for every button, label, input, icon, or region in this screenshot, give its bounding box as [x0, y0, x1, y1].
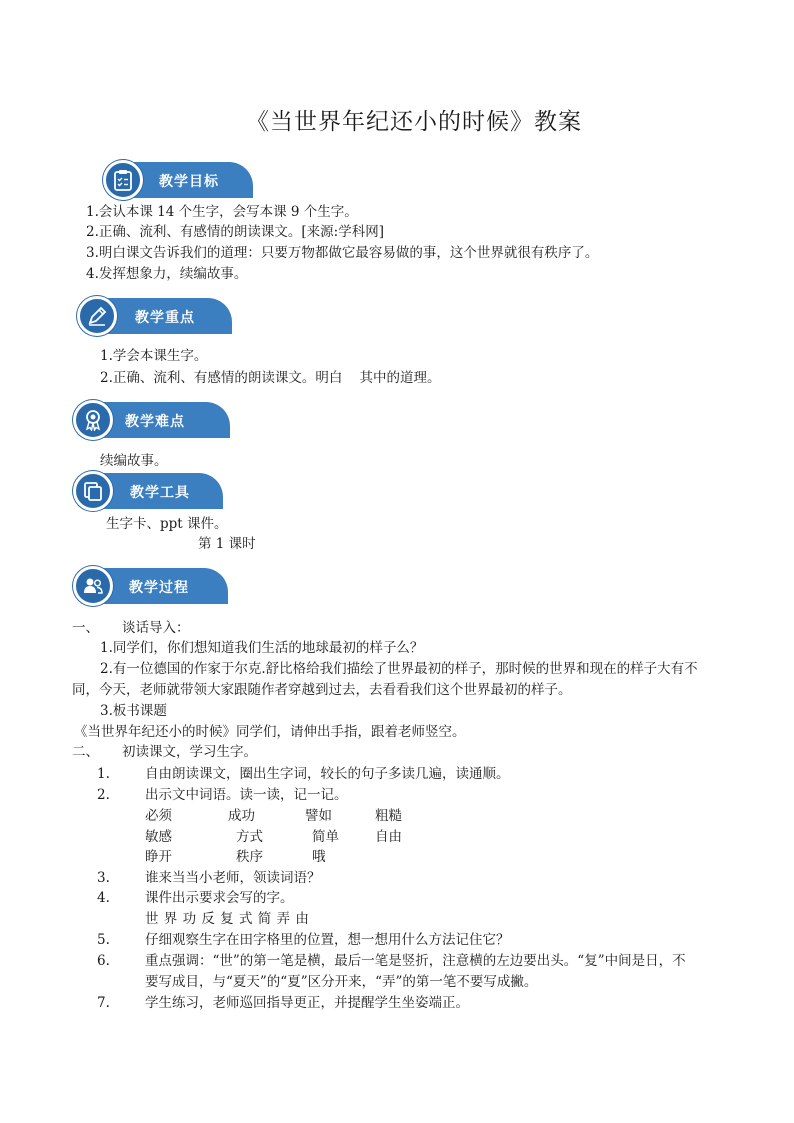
- vocab-word: 敏感: [145, 829, 172, 845]
- vocab-word: 睁开: [145, 849, 172, 865]
- step-text: 课件出示要求会写的字。: [145, 890, 294, 906]
- vocab-word: 简单: [312, 829, 339, 845]
- section-banner-tools: [73, 471, 223, 511]
- vocab-word: 譬如: [305, 808, 332, 824]
- process-item: 2.有一位德国的作家于尔克.舒比格给我们描绘了世界最初的样子，那时候的世界和现在的样子大有不: [100, 661, 698, 677]
- pencil-icon: [86, 305, 108, 327]
- step-text: 仔细观察生字在田字格里的位置，想一想用什么方法记住它？: [145, 932, 510, 948]
- vocab-word: 秩序: [236, 849, 263, 865]
- goal-item: 2.正确、流利、有感情的朗读课文。[来源:学科网]: [86, 224, 384, 240]
- goal-item: 4.发挥想象力，续编故事。: [86, 266, 248, 282]
- vocab-word: 哦: [312, 849, 326, 865]
- section-banner-key-points: [77, 296, 232, 336]
- vocab-word: 自由: [375, 829, 402, 845]
- step-number: 1.: [97, 766, 110, 782]
- section-label: 教学目标: [159, 174, 219, 190]
- part-heading: 初读课文，学习生字。: [122, 744, 257, 760]
- vocab-word: 粗糙: [375, 808, 402, 824]
- step-text: 谁来当当小老师，领读词语？: [145, 870, 321, 886]
- key-point-item: 2.正确、流利、有感情的朗读课文。明白 其中的道理。: [100, 370, 441, 386]
- step-text: 出示文中词语。读一读，记一记。: [145, 787, 348, 803]
- section-label: 教学工具: [130, 485, 190, 501]
- section-label: 教学重点: [135, 310, 195, 326]
- process-item: 《当世界年纪还小的时候》同学们，请伸出手指，跟着老师竖空。: [74, 724, 466, 740]
- step-text: 学生练习，老师巡回指导更正，并提醒学生坐姿端正。: [145, 995, 469, 1011]
- clipboard-checklist-icon: [112, 169, 134, 191]
- step-number: 7.: [97, 995, 110, 1011]
- vocab-word: 成功: [228, 808, 255, 824]
- key-point-item: 1.学会本课生字。: [100, 348, 208, 364]
- vocab-word: 方式: [236, 829, 263, 845]
- difficulty-item: 续编故事。: [100, 453, 168, 469]
- step-number: 3.: [97, 870, 110, 886]
- copy-documents-icon: [82, 480, 104, 502]
- step-number: 4.: [97, 890, 110, 906]
- part-number: 二、: [72, 744, 99, 760]
- process-item: 3.板书课题: [100, 703, 167, 719]
- tool-item: 生字卡、ppt 课件。: [106, 516, 228, 532]
- section-label: 教学过程: [129, 580, 189, 596]
- vocab-word: 必须: [145, 808, 172, 824]
- process-item: 同，今天，老师就带领大家跟随作者穿越到过去，去看看我们这个世界最初的样子。: [72, 682, 572, 698]
- step-number: 5.: [97, 932, 110, 948]
- process-item: 1.同学们，你们想知道我们生活的地球最初的样子么？: [100, 640, 424, 656]
- step-text: 自由朗读课文，圈出生字词，较长的句子多读几遍，读通顺。: [145, 766, 510, 782]
- page-title: 《当世界年纪还小的时候》教案: [246, 109, 582, 135]
- users-group-icon: [82, 575, 104, 597]
- step-number: 6.: [97, 953, 110, 969]
- section-banner-difficulties: [73, 400, 230, 440]
- part-number: 一、: [72, 620, 99, 636]
- section-banner-process: [73, 566, 228, 606]
- writing-characters: 世 界 功 反 复 式 简 弄 由: [145, 911, 309, 927]
- section-label: 教学难点: [125, 414, 185, 430]
- goal-item: 1.会认本课 14 个生字，会写本课 9 个生字。: [86, 204, 358, 220]
- award-ribbon-icon: [82, 409, 104, 431]
- step-text-continued: 要写成目，与“夏天”的“夏”区分开来，“弄”的第一笔不要写成撇。: [145, 974, 538, 990]
- step-number: 2.: [97, 787, 110, 803]
- step-text: 重点强调：“世”的第一笔是横，最后一笔是竖折，注意横的左边要出头。“复”中间是日，不: [145, 953, 686, 969]
- part-heading: 谈话导入：: [122, 620, 190, 636]
- lesson-period: 第 1 课时: [198, 536, 256, 552]
- goal-item: 3.明白课文告诉我们的道理：只要万物都做它最容易做的事，这个世界就很有秩序了。: [86, 245, 599, 261]
- section-banner-goals: [103, 160, 253, 200]
